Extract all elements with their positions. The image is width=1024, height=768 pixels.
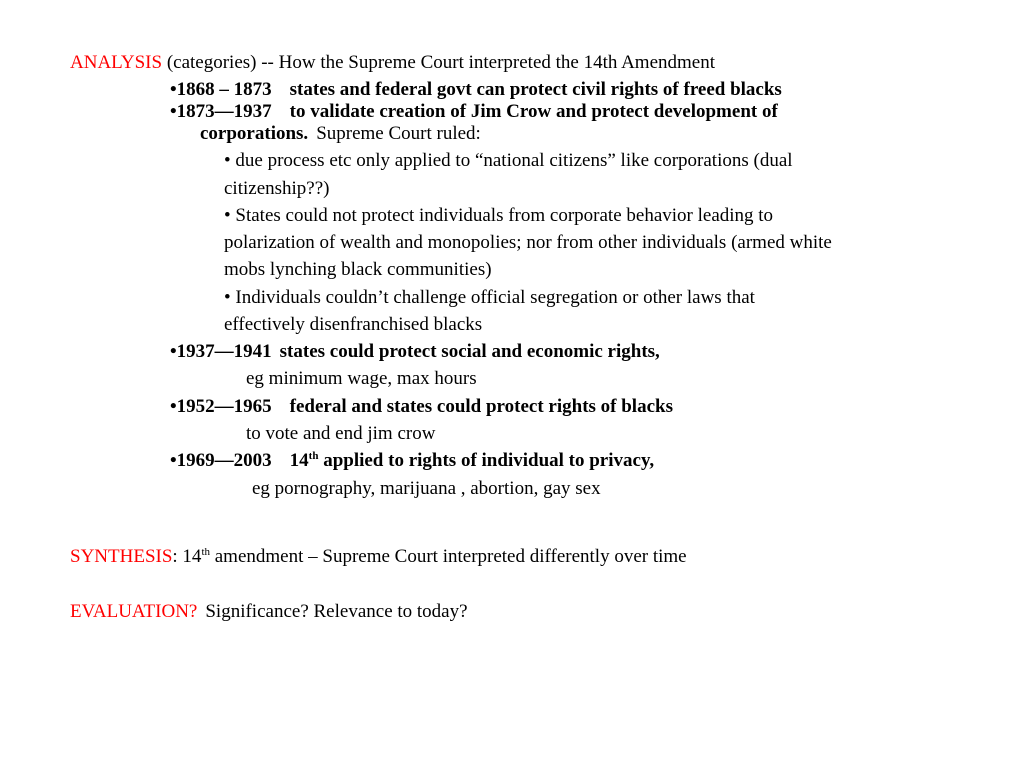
period-description: states could protect social and economic rights, bbox=[279, 341, 660, 362]
evaluation-label: EVALUATION? bbox=[70, 601, 198, 622]
sub-bullet-text: mobs lynching black communities) bbox=[224, 259, 492, 280]
sub-bullet-text: • Individuals couldn’t challenge official segregation or other laws that bbox=[224, 287, 755, 308]
period-1873-1937-continued bbox=[200, 123, 481, 145]
evaluation-line bbox=[70, 601, 468, 623]
period-example: eg pornography, marijuana , abortion, gay sex bbox=[252, 478, 601, 499]
synthesis-line bbox=[70, 546, 687, 568]
period-1952-1965 bbox=[170, 396, 673, 418]
synthesis-colon: : 14 bbox=[172, 546, 202, 567]
synthesis-text: amendment – Supreme Court interpreted differently over time bbox=[210, 546, 687, 567]
analysis-label: ANALYSIS bbox=[70, 52, 163, 73]
analysis-text: (categories) -- How the Supreme Court interpreted the 14th Amendment bbox=[162, 52, 716, 73]
period-1952-1965-example bbox=[246, 423, 435, 445]
sub-bullet-states bbox=[224, 205, 773, 227]
period-1969-2003 bbox=[170, 450, 654, 472]
period-years: 1937—1941 bbox=[176, 341, 272, 362]
period-years: 1969—2003 bbox=[176, 450, 272, 471]
period-1873-1937 bbox=[170, 101, 778, 123]
bullet: • bbox=[170, 101, 177, 122]
period-1937-1941 bbox=[170, 341, 660, 363]
supreme-court-ruled: Supreme Court ruled: bbox=[316, 123, 481, 144]
analysis-line bbox=[70, 52, 715, 74]
bullet: • bbox=[170, 341, 177, 362]
sub-bullet-individuals bbox=[224, 287, 755, 309]
bullet: • bbox=[170, 396, 177, 417]
period-1868-1873 bbox=[170, 79, 782, 101]
evaluation-text: Significance? Relevance to today? bbox=[205, 601, 468, 622]
sub-bullet-due-process bbox=[224, 150, 793, 172]
synthesis-label: SYNTHESIS bbox=[70, 546, 173, 567]
period-1937-1941-example bbox=[246, 368, 477, 390]
sub-bullet-individuals-continued bbox=[224, 314, 482, 336]
sub-bullet-states-continued-2 bbox=[224, 259, 492, 281]
sub-bullet-text: polarization of wealth and monopolies; nor from other individuals (armed white bbox=[224, 232, 832, 253]
sub-bullet-text: effectively disenfranchised blacks bbox=[224, 314, 483, 335]
sub-bullet-states-continued-1 bbox=[224, 232, 832, 254]
period-description-continued: corporations. bbox=[200, 123, 309, 144]
superscript: th bbox=[201, 546, 210, 558]
period-description: federal and states could protect rights of blacks bbox=[289, 396, 673, 417]
period-1969-2003-example bbox=[252, 478, 601, 500]
sub-bullet-text: • States could not protect individuals from corporate behavior leading to bbox=[224, 205, 774, 226]
period-description: applied to rights of individual to privacy, bbox=[318, 450, 655, 471]
period-example: eg minimum wage, max hours bbox=[246, 368, 477, 389]
period-years: 1868 – 1873 bbox=[176, 79, 272, 100]
bullet: • bbox=[170, 79, 177, 100]
bullet: • bbox=[170, 450, 177, 471]
period-description: states and federal govt can protect civil rights of freed blacks bbox=[289, 79, 782, 100]
sub-bullet-due-process-continued bbox=[224, 178, 330, 200]
period-description: to validate creation of Jim Crow and protect development of bbox=[289, 101, 778, 122]
sub-bullet-text: • due process etc only applied to “national citizens” like corporations (dual bbox=[224, 150, 793, 171]
superscript: th bbox=[308, 450, 319, 462]
period-years: 1952—1965 bbox=[176, 396, 272, 417]
period-example: to vote and end jim crow bbox=[246, 423, 436, 444]
sub-bullet-text: citizenship??) bbox=[224, 178, 330, 199]
amendment-number: 14 bbox=[289, 450, 309, 471]
period-years: 1873—1937 bbox=[176, 101, 272, 122]
